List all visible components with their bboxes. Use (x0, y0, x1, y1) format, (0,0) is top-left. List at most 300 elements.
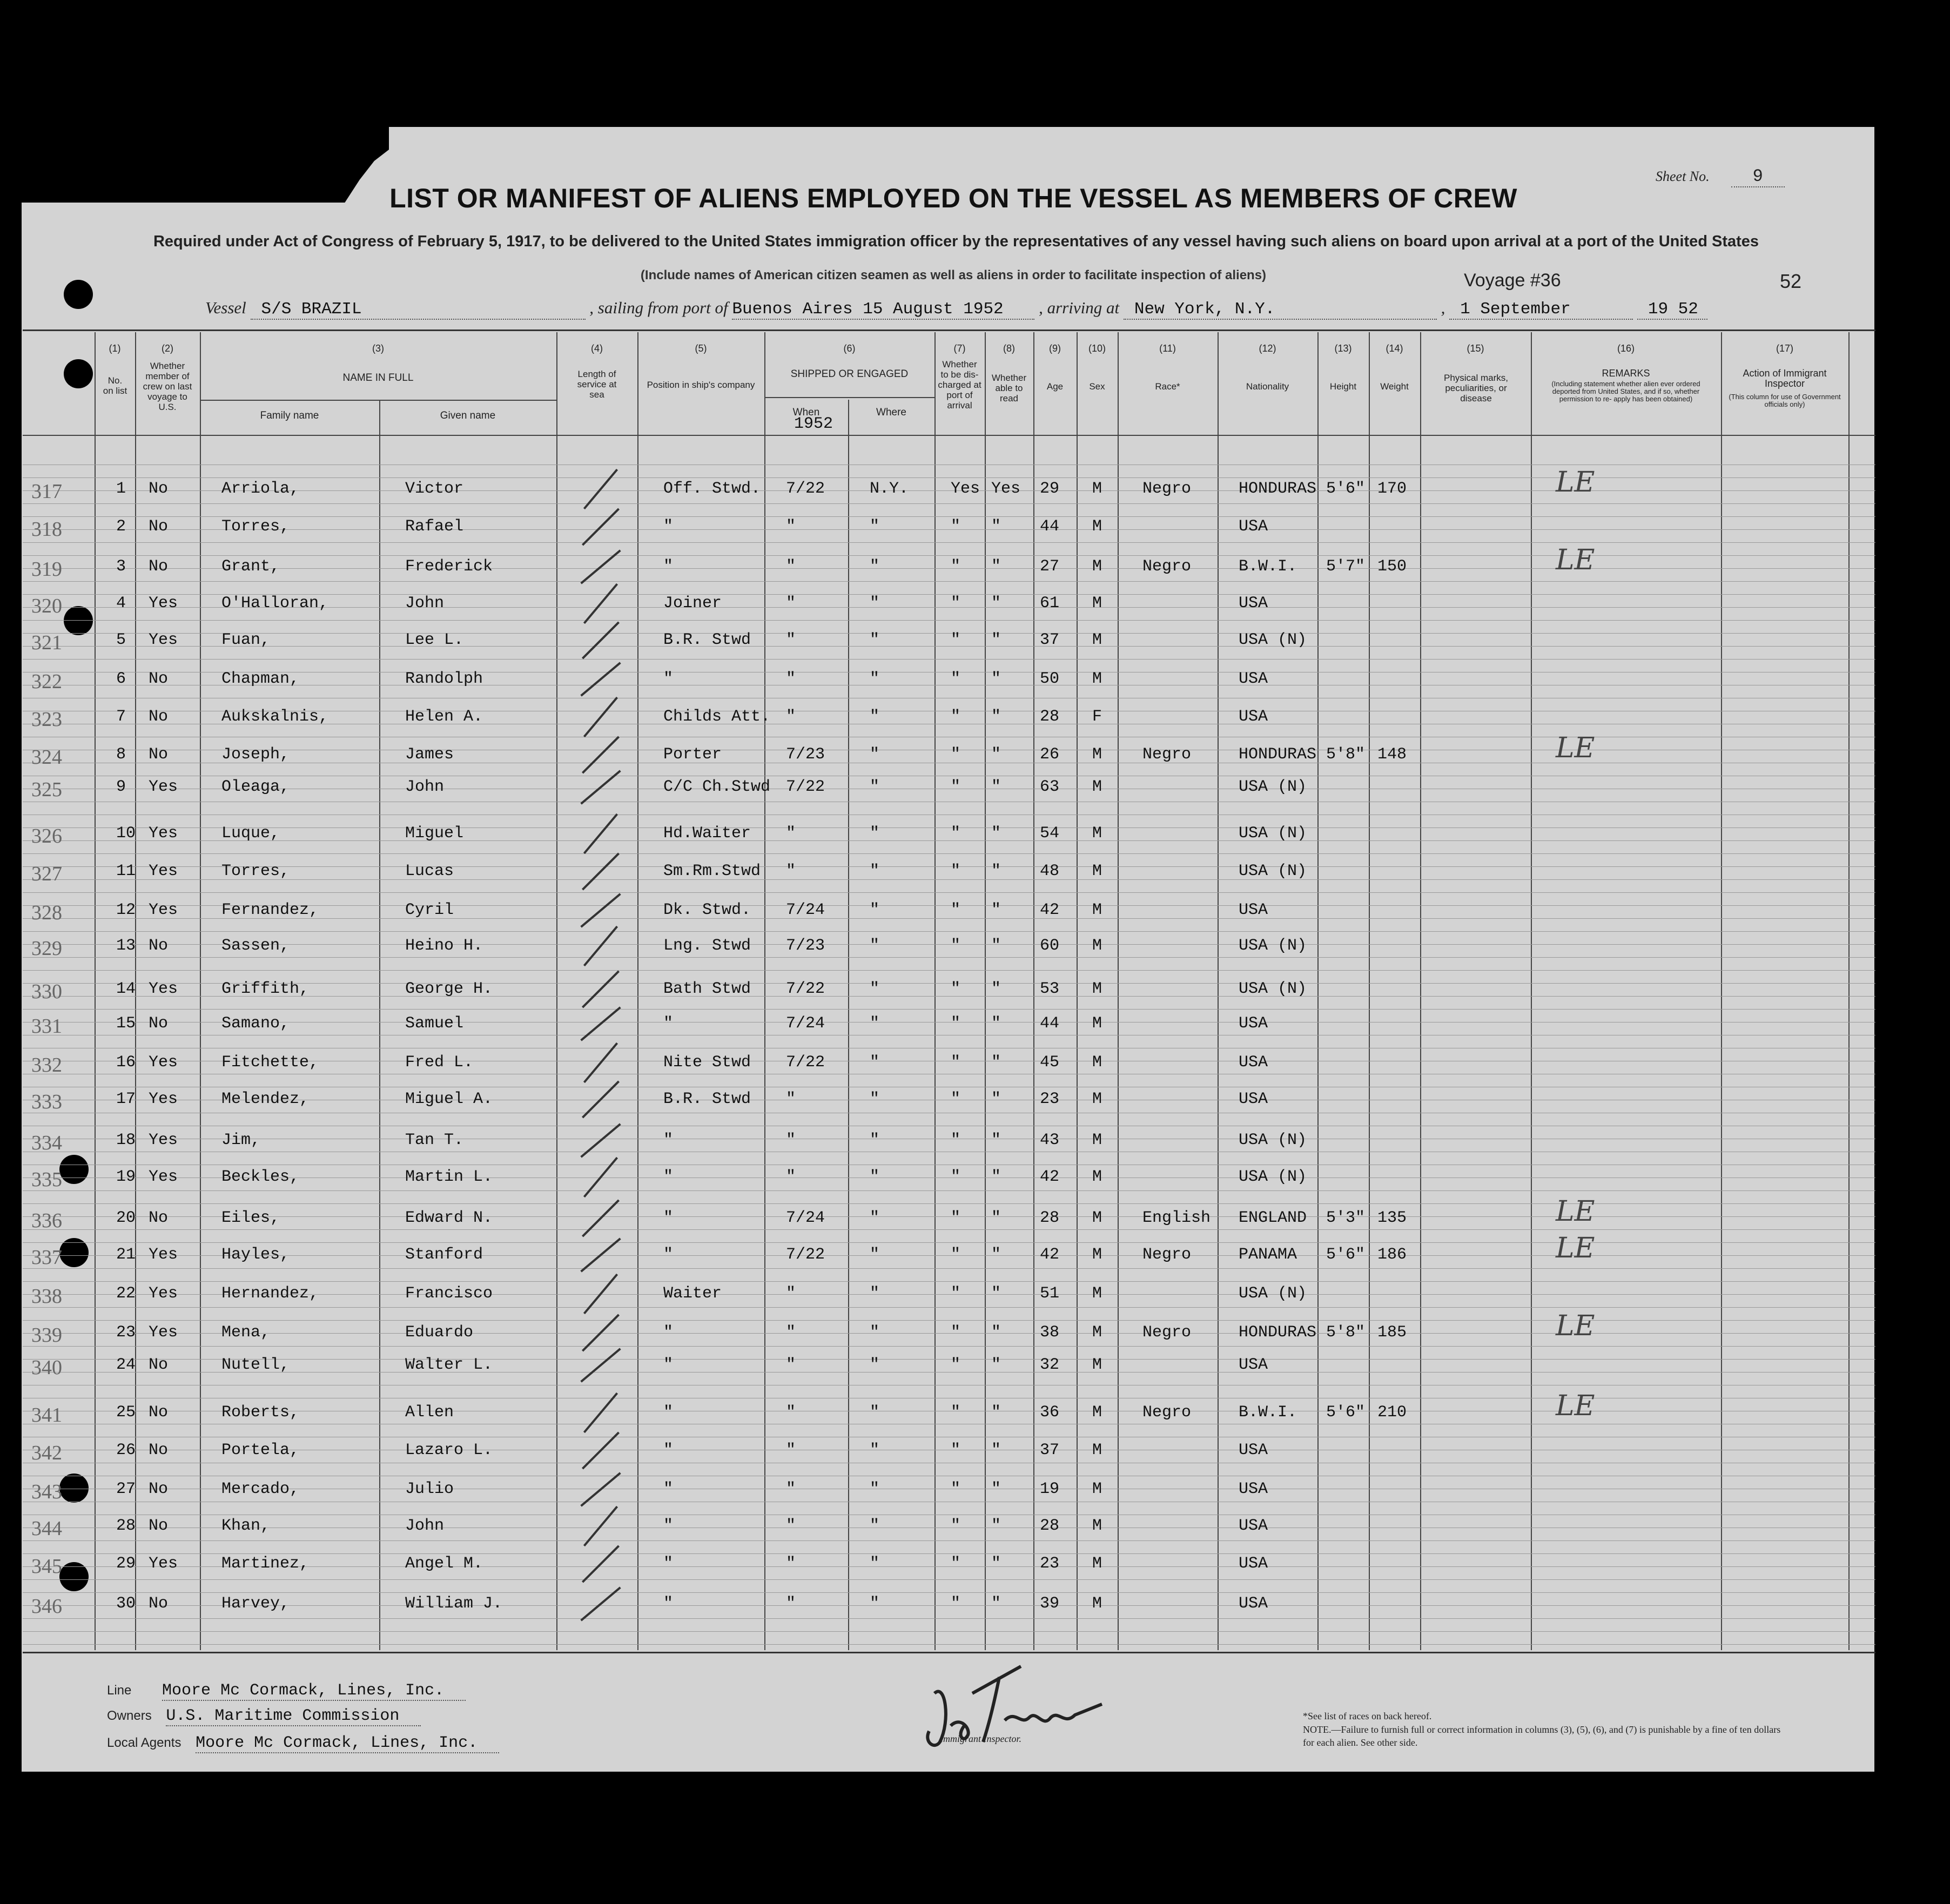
given-name: Randolph (405, 670, 483, 688)
header-subrule (200, 400, 556, 401)
ruled-line (23, 1605, 1875, 1606)
crew-last-voyage: Yes (149, 594, 178, 613)
position: Bath Stwd (663, 980, 751, 998)
shipped-when: 7/22 (786, 1246, 825, 1264)
family-name: Eiles, (221, 1209, 280, 1227)
sex: M (1092, 1555, 1102, 1573)
shipped-when: 7/22 (786, 980, 825, 998)
line-label: Line (107, 1683, 132, 1698)
col-1-label: No. on list (103, 375, 127, 396)
position: B.R. Stwd (663, 1090, 751, 1108)
ruled-line (23, 827, 1875, 828)
age: 51 (1040, 1284, 1060, 1303)
col-17-label: Action of Immigrant Inspector (1743, 368, 1827, 389)
line-number: 346 (31, 1595, 62, 1618)
ruled-line (23, 1579, 1875, 1580)
nationality: USA (1239, 517, 1268, 536)
column-rule (764, 332, 765, 1650)
page-number: 52 (1780, 270, 1802, 292)
ruled-line (23, 529, 1875, 530)
given-name: Heino H. (405, 937, 483, 955)
col-4-label: Length of service at sea (577, 369, 617, 400)
sex: M (1092, 1053, 1102, 1072)
header-bottom-rule (23, 435, 1875, 436)
row-number: 15 (116, 1014, 136, 1033)
remark-initials: LE (1556, 1390, 1595, 1422)
col-14-label: Weight (1380, 381, 1409, 392)
discharged: " (951, 517, 961, 536)
able-to-read: " (991, 937, 1001, 955)
position: " (663, 1555, 674, 1573)
ruled-line (23, 477, 1875, 478)
line-number: 328 (31, 901, 62, 924)
col-7-label: Whether to be dis- charged at port of arrival (938, 359, 981, 411)
col-6-when: When (792, 407, 820, 418)
age: 48 (1040, 862, 1060, 880)
able-to-read: " (991, 1284, 1001, 1303)
shipped-where: " (870, 594, 880, 613)
col-11-label: Race* (1155, 381, 1180, 392)
sheet-label: Sheet No. (1656, 169, 1710, 184)
row-number: 11 (116, 862, 136, 880)
crew-last-voyage: Yes (149, 1555, 178, 1573)
position: Waiter (663, 1284, 722, 1303)
position: " (663, 1323, 674, 1342)
voyage-number: Voyage #36 (1464, 270, 1561, 291)
line-number: 341 (31, 1404, 62, 1427)
ruled-line (23, 490, 1875, 491)
crew-last-voyage: No (149, 670, 169, 688)
col-13-num: (13) (1334, 343, 1352, 354)
line-number: 322 (31, 670, 62, 693)
vessel-label: Vessel (205, 298, 246, 317)
shipped-where: " (870, 1441, 880, 1459)
family-name: Joseph, (221, 745, 290, 764)
shipped-when: " (786, 1555, 796, 1573)
col-3-family: Family name (260, 410, 319, 421)
crew-last-voyage: Yes (149, 1168, 178, 1186)
col-10-num: (10) (1088, 343, 1106, 354)
shipped-when: 7/22 (786, 778, 825, 796)
ruled-line (23, 555, 1875, 556)
family-name: Torres, (221, 517, 290, 536)
col-2-label: Whether member of crew on last voyage to U.S. (143, 361, 192, 412)
footer-agents (107, 1734, 499, 1753)
height: 5'3" (1326, 1209, 1366, 1227)
row-number: 27 (116, 1480, 136, 1498)
row-number: 7 (116, 708, 126, 726)
family-name: Torres, (221, 862, 290, 880)
sex: M (1092, 824, 1102, 843)
col-6-label: SHIPPED OR ENGAGED (790, 368, 909, 380)
family-name: Khan, (221, 1517, 271, 1535)
crew-last-voyage: Yes (149, 1053, 178, 1072)
family-name: Nutell, (221, 1356, 290, 1374)
family-name: Sassen, (221, 937, 290, 955)
nationality: USA (N) (1239, 824, 1307, 843)
shipped-where: " (870, 708, 880, 726)
age: 32 (1040, 1356, 1060, 1374)
sex: M (1092, 1168, 1102, 1186)
ruled-line (23, 866, 1875, 867)
line-value: Moore Mc Cormack, Lines, Inc. (162, 1681, 466, 1701)
able-to-read: " (991, 708, 1001, 726)
nationality: USA (1239, 670, 1268, 688)
col-12-num: (12) (1259, 343, 1276, 354)
col-7-num: (7) (953, 343, 966, 354)
ruled-line (23, 1553, 1875, 1554)
crew-last-voyage: Yes (149, 631, 178, 649)
discharged: " (951, 1131, 961, 1149)
shipped-when: " (786, 708, 796, 726)
ruled-line (23, 1190, 1875, 1191)
arriving-label: , arriving at (1039, 298, 1120, 317)
column-rule (985, 332, 986, 1650)
nationality: ENGLAND (1239, 1209, 1307, 1227)
weight: 185 (1377, 1323, 1407, 1342)
ruled-line (23, 1346, 1875, 1347)
age: 42 (1040, 1246, 1060, 1264)
race: English (1142, 1209, 1211, 1227)
ruled-line (23, 503, 1875, 504)
shipped-where: " (870, 862, 880, 880)
line-number: 345 (31, 1555, 62, 1578)
shipped-where: " (870, 937, 880, 955)
position: " (663, 1246, 674, 1264)
given-name: Stanford (405, 1246, 483, 1264)
col-16-label: REMARKS (1602, 368, 1650, 379)
discharged: " (951, 1441, 961, 1459)
able-to-read: " (991, 980, 1001, 998)
line-number: 338 (31, 1285, 62, 1308)
position: " (663, 1480, 674, 1498)
line-number: 317 (31, 480, 62, 503)
crew-last-voyage: No (149, 1014, 169, 1033)
races-note: *See list of races on back hereof. (1303, 1711, 1432, 1721)
line-number: 320 (31, 595, 62, 617)
discharged: " (951, 745, 961, 764)
able-to-read: " (991, 778, 1001, 796)
crew-last-voyage: No (149, 517, 169, 536)
discharged: " (951, 1517, 961, 1535)
able-to-read: " (991, 1209, 1001, 1227)
crew-last-voyage: Yes (149, 1090, 178, 1108)
shipped-when: " (786, 1168, 796, 1186)
position: Porter (663, 745, 722, 764)
penalty-note: NOTE.—Failure to furnish full or correct information in columns (3), (5), (6), and (7) is punishable by a fine of ten dollars for each alien. See other side. (1303, 1724, 1781, 1748)
race: Negro (1142, 745, 1192, 764)
column-rule (1118, 332, 1119, 1650)
discharged: " (951, 862, 961, 880)
sex: M (1092, 1014, 1102, 1033)
family-name: Mercado, (221, 1480, 300, 1498)
given-name: Cyril (405, 901, 454, 919)
position: " (663, 517, 674, 536)
shipped-when: " (786, 1356, 796, 1374)
sex: M (1092, 1594, 1102, 1613)
line-number: 332 (31, 1054, 62, 1077)
able-to-read: " (991, 745, 1001, 764)
given-name: Lucas (405, 862, 454, 880)
shipped-where: " (870, 1555, 880, 1573)
family-name: Luque, (221, 824, 280, 843)
shipped-when: " (786, 1323, 796, 1342)
family-name: Fernandez, (221, 901, 319, 919)
shipped-when: " (786, 557, 796, 576)
header-subrule (764, 397, 934, 398)
row-number: 23 (116, 1323, 136, 1342)
row-number: 6 (116, 670, 126, 688)
col-14-num: (14) (1386, 343, 1403, 354)
crew-last-voyage: No (149, 1517, 169, 1535)
weight: 148 (1377, 745, 1407, 764)
shipped-where: " (870, 1517, 880, 1535)
position: Childs Att. (663, 708, 771, 726)
given-name: Tan T. (405, 1131, 464, 1149)
col-1-num: (1) (109, 343, 121, 354)
position: " (663, 1131, 674, 1149)
race: Negro (1142, 1323, 1192, 1342)
shipped-when: " (786, 1284, 796, 1303)
col-3-given: Given name (440, 410, 496, 421)
nationality: USA (N) (1239, 631, 1307, 649)
age: 19 (1040, 1480, 1060, 1498)
col-6-num: (6) (843, 343, 856, 354)
ruled-line (23, 581, 1875, 582)
nationality: USA (1239, 901, 1268, 919)
ruled-line (23, 1618, 1875, 1619)
able-to-read: " (991, 1053, 1001, 1072)
line-number: 335 (31, 1168, 62, 1191)
discharged: " (951, 708, 961, 726)
age: 37 (1040, 631, 1060, 649)
row-number: 26 (116, 1441, 136, 1459)
row-number: 10 (116, 824, 136, 843)
footer-owners (107, 1707, 421, 1726)
family-name: O'Halloran, (221, 594, 329, 613)
given-name: Lee L. (405, 631, 464, 649)
age: 63 (1040, 778, 1060, 796)
shipped-where: " (870, 824, 880, 843)
ruled-line (23, 1229, 1875, 1230)
given-name: Allen (405, 1403, 454, 1422)
remark-initials: LE (1556, 1195, 1595, 1228)
crew-last-voyage: Yes (149, 1284, 178, 1303)
owners-label: Owners (107, 1708, 152, 1723)
able-to-read: " (991, 1441, 1001, 1459)
age: 44 (1040, 517, 1060, 536)
row-number: 28 (116, 1517, 136, 1535)
crew-last-voyage: No (149, 1594, 169, 1613)
arrival-date: 1 September (1449, 300, 1633, 320)
family-name: Griffith, (221, 980, 310, 998)
crew-last-voyage: Yes (149, 824, 178, 843)
sex: M (1092, 557, 1102, 576)
crew-last-voyage: No (149, 1403, 169, 1422)
height: 5'6" (1326, 480, 1366, 498)
column-rule (1218, 332, 1219, 1650)
discharged: " (951, 901, 961, 919)
shipped-when: " (786, 1480, 796, 1498)
able-to-read: " (991, 1090, 1001, 1108)
col-13-label: Height (1329, 381, 1357, 392)
position: Sm.Rm.Stwd (663, 862, 761, 880)
weight: 210 (1377, 1403, 1407, 1422)
nationality: USA (N) (1239, 937, 1307, 955)
col-16-sub: (Including statement whether alien ever ordered deported from United States, and if so, whether permission to re- apply has been obtained) (1551, 380, 1700, 403)
able-to-read: " (991, 1168, 1001, 1186)
able-to-read: " (991, 517, 1001, 536)
ruled-line (23, 892, 1875, 893)
remark-initials: LE (1556, 544, 1595, 576)
shipped-where: " (870, 1594, 880, 1613)
row-number: 2 (116, 517, 126, 536)
position: " (663, 1168, 674, 1186)
column-rule (1369, 332, 1370, 1650)
nationality: USA (1239, 1053, 1268, 1072)
agents-label: Local Agents (107, 1735, 181, 1750)
position: " (663, 1441, 674, 1459)
family-name: Portela, (221, 1441, 300, 1459)
able-to-read: " (991, 1014, 1001, 1033)
age: 36 (1040, 1403, 1060, 1422)
family-name: Martinez, (221, 1555, 310, 1573)
nationality: USA (N) (1239, 1168, 1307, 1186)
weight: 150 (1377, 557, 1407, 576)
discharged: " (951, 1284, 961, 1303)
sex: M (1092, 1403, 1102, 1422)
shipped-when: 7/22 (786, 480, 825, 498)
shipped-when: " (786, 1131, 796, 1149)
shipped-when: " (786, 670, 796, 688)
discharged: " (951, 1323, 961, 1342)
shipped-where: " (870, 1403, 880, 1422)
family-name: Chapman, (221, 670, 300, 688)
crew-last-voyage: No (149, 1209, 169, 1227)
shipped-where: " (870, 631, 880, 649)
able-to-read: " (991, 557, 1001, 576)
family-name: Jim, (221, 1131, 261, 1149)
family-name: Aukskalnis, (221, 708, 329, 726)
sex: M (1092, 1131, 1102, 1149)
line-number: 337 (31, 1246, 62, 1269)
weight: 186 (1377, 1246, 1407, 1264)
age: 26 (1040, 745, 1060, 764)
col-8-num: (8) (1003, 343, 1015, 354)
crew-last-voyage: No (149, 1441, 169, 1459)
nationality: USA (1239, 708, 1268, 726)
position: Off. Stwd. (663, 480, 761, 498)
col-3-label: NAME IN FULL (342, 372, 414, 384)
col-17-sub: (This column for use of Government officials only) (1729, 393, 1841, 408)
row-number: 9 (116, 778, 126, 796)
position: " (663, 557, 674, 576)
nationality: HONDURAS (1239, 1323, 1317, 1342)
family-name: Harvey, (221, 1594, 290, 1613)
position: " (663, 1209, 674, 1227)
able-to-read: " (991, 1480, 1001, 1498)
shipped-where: " (870, 1284, 880, 1303)
row-number: 4 (116, 594, 126, 613)
shipped-where: " (870, 980, 880, 998)
family-name: Fitchette, (221, 1053, 319, 1072)
discharged: " (951, 1403, 961, 1422)
nationality: USA (N) (1239, 1131, 1307, 1149)
given-name: Walter L. (405, 1356, 493, 1374)
shipped-when: " (786, 1441, 796, 1459)
family-name: Grant, (221, 557, 280, 576)
col-15-num: (15) (1467, 343, 1484, 354)
discharged: " (951, 778, 961, 796)
sex: M (1092, 1284, 1102, 1303)
able-to-read: " (991, 594, 1001, 613)
family-name: Hayles, (221, 1246, 290, 1264)
family-name: Oleaga, (221, 778, 290, 796)
discharged: " (951, 1053, 961, 1072)
shipped-when: " (786, 1594, 796, 1613)
shipped-when: 7/24 (786, 901, 825, 919)
sex: M (1092, 1441, 1102, 1459)
given-name: Frederick (405, 557, 493, 576)
remark-initials: LE (1556, 732, 1595, 764)
height: 5'6" (1326, 1403, 1366, 1422)
nationality: USA (1239, 1090, 1268, 1108)
ruled-line (23, 1268, 1875, 1269)
sex: M (1092, 778, 1102, 796)
shipped-where: " (870, 1356, 880, 1374)
sex: M (1092, 480, 1102, 498)
able-to-read: " (991, 824, 1001, 843)
vessel-line: Vessel S/S BRAZIL , sailing from port of Buenos Aires 15 August 1952 , arriving at New York, N.Y. , 1 September 19 52 (205, 298, 1707, 320)
given-name: Julio (405, 1480, 454, 1498)
ruled-line (23, 840, 1875, 841)
able-to-read: Yes (991, 480, 1021, 498)
discharged: " (951, 937, 961, 955)
age: 28 (1040, 1209, 1060, 1227)
punch-hole (64, 280, 93, 309)
discharged: " (951, 824, 961, 843)
age: 50 (1040, 670, 1060, 688)
crew-last-voyage: Yes (149, 778, 178, 796)
discharged: " (951, 1246, 961, 1264)
line-number: 340 (31, 1356, 62, 1379)
crew-last-voyage: Yes (149, 1323, 178, 1342)
sex: M (1092, 1090, 1102, 1108)
given-name: Edward N. (405, 1209, 493, 1227)
given-name: Martin L. (405, 1168, 493, 1186)
vessel-name: S/S BRAZIL (251, 300, 586, 320)
ruled-line (23, 1644, 1875, 1645)
age: 42 (1040, 1168, 1060, 1186)
ruled-line (23, 1203, 1875, 1204)
row-number: 18 (116, 1131, 136, 1149)
given-name: William J. (405, 1594, 503, 1613)
discharged: " (951, 1480, 961, 1498)
ruled-line (23, 633, 1875, 634)
col-11-num: (11) (1159, 343, 1176, 354)
line-number: 327 (31, 863, 62, 885)
nationality: USA (1239, 1555, 1268, 1573)
ruled-line (23, 970, 1875, 971)
crew-last-voyage: No (149, 557, 169, 576)
shipped-where: " (870, 1209, 880, 1227)
position: " (663, 1014, 674, 1033)
sex: M (1092, 937, 1102, 955)
shipped-when: " (786, 1517, 796, 1535)
col-6-where: Where (876, 407, 906, 418)
position: B.R. Stwd (663, 631, 751, 649)
position: Lng. Stwd (663, 937, 751, 955)
